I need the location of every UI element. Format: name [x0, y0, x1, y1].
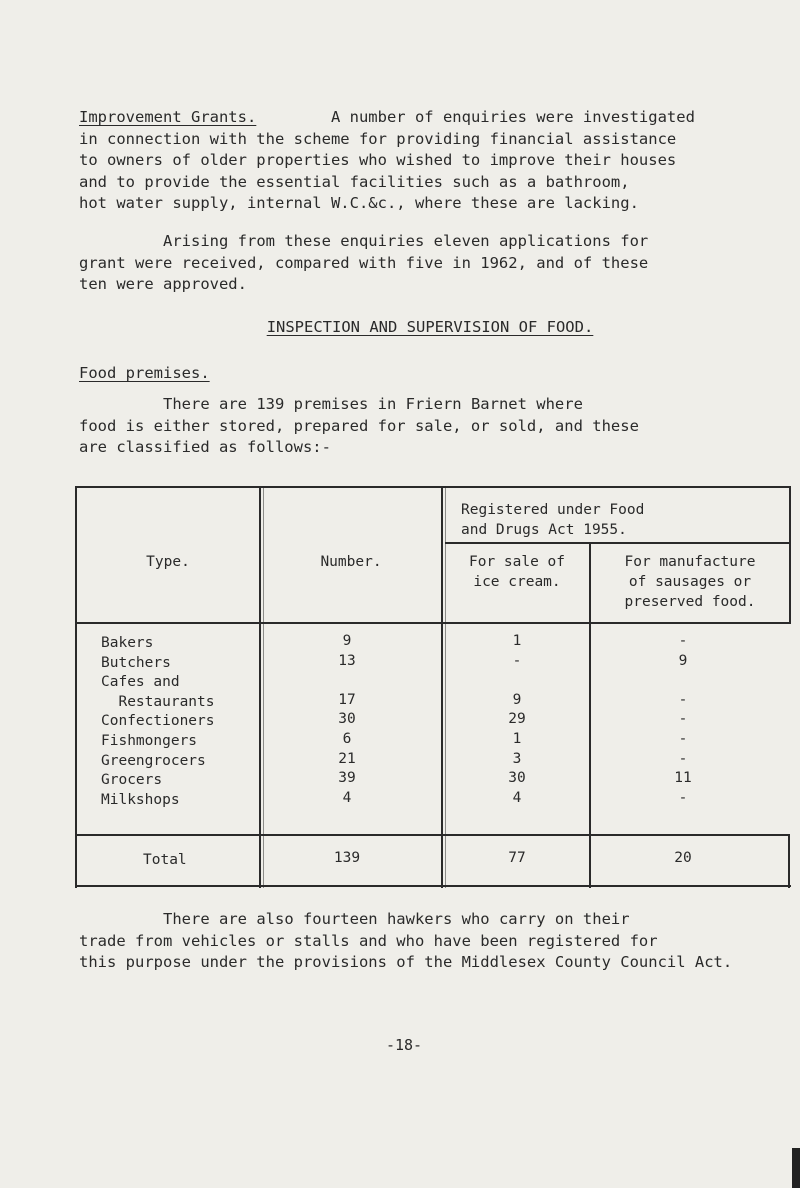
table-right-border-top	[789, 486, 791, 624]
improvement-grants-body: A number of enquiries were investigated in connection with the scheme for providing financial assistance to owners of older properties who wished to improve their houses and to provide the essential facilities such as a bathroom, hot water supply, internal W.C.&c., where these are lacking.	[79, 108, 695, 212]
row-manufacture: -	[678, 750, 688, 767]
total-label: Total	[143, 852, 187, 868]
row-number: 9	[342, 633, 352, 649]
row-type: Fishmongers	[101, 733, 198, 749]
section-heading: INSPECTION AND SUPERVISION OF FOOD.	[266, 318, 594, 336]
registered-subheader-line	[445, 542, 789, 544]
row-number: 17	[338, 691, 356, 708]
table-left-border	[75, 486, 77, 888]
total-manufacture: 20	[674, 850, 692, 866]
table-bottom-border	[75, 885, 791, 887]
row-icecream: 1	[512, 633, 522, 649]
row-number: 6	[342, 731, 352, 747]
row-type: Restaurants	[101, 693, 215, 710]
row-number: 13	[338, 652, 356, 669]
header-type: Type.	[146, 554, 190, 570]
row-icecream: 9	[512, 691, 522, 708]
food-premises-subheading: Food premises.	[79, 364, 210, 382]
column-divider-2b	[445, 486, 446, 888]
row-manufacture: -	[678, 633, 688, 649]
hawkers-paragraph: There are also fourteen hawkers who carry on their trade from vehicles or stalls and who have been registered for this purpose under the provisions of the Middlesex County Council Act.	[79, 910, 733, 971]
improvement-grants-paragraph	[79, 107, 779, 215]
total-top-line	[75, 834, 790, 836]
row-type: Bakers	[101, 635, 154, 651]
header-bottom-line	[75, 622, 791, 624]
row-number: 39	[338, 770, 356, 787]
improvement-grants-title: Improvement Grants.	[79, 108, 257, 126]
applications-paragraph: Arising from these enquiries eleven applications for grant were received, compared with five in 1962, and of these ten were approved.	[79, 232, 649, 293]
row-icecream: 3	[512, 750, 522, 767]
row-number: 4	[342, 789, 352, 806]
column-divider-2	[441, 486, 443, 888]
page-edge-mark	[792, 1148, 800, 1188]
total-icecream: 77	[508, 850, 526, 866]
column-divider-1	[259, 486, 261, 888]
row-manufacture: -	[678, 711, 688, 728]
row-type: Grocers	[101, 772, 163, 789]
row-type: Butchers	[101, 654, 171, 671]
row-icecream: 30	[508, 770, 526, 787]
header-number: Number.	[320, 554, 382, 570]
row-icecream: 4	[512, 789, 522, 806]
header-icecream: For sale of ice cream.	[468, 554, 566, 590]
header-manufacture: For manufacture of sausages or preserved food.	[624, 554, 756, 610]
row-type: Milkshops	[101, 791, 180, 808]
row-icecream: -	[512, 652, 522, 669]
total-number: 139	[333, 850, 361, 866]
row-manufacture: 11	[674, 770, 692, 787]
page-number: -18-	[385, 1036, 423, 1054]
row-type: Greengrocers	[101, 752, 206, 769]
row-manufacture: -	[678, 691, 688, 708]
row-type: Confectioners	[101, 713, 215, 730]
column-divider-1b	[263, 486, 264, 888]
food-premises-table	[75, 486, 791, 888]
table-right-border-bottom	[788, 834, 790, 888]
row-manufacture: -	[678, 789, 688, 806]
row-manufacture: -	[678, 731, 688, 747]
header-registered: Registered under Food and Drugs Act 1955.	[461, 502, 645, 538]
row-type: Cafes and	[101, 674, 180, 691]
row-manufacture: 9	[678, 652, 688, 669]
row-number: 30	[338, 711, 356, 728]
row-icecream: 29	[508, 711, 526, 728]
row-icecream: 1	[512, 731, 522, 747]
row-number: 21	[338, 750, 356, 767]
premises-paragraph: There are 139 premises in Friern Barnet where food is either stored, prepared for sale, or sold, and these are classified as follows:-	[79, 395, 639, 456]
table-top-border	[75, 486, 791, 488]
